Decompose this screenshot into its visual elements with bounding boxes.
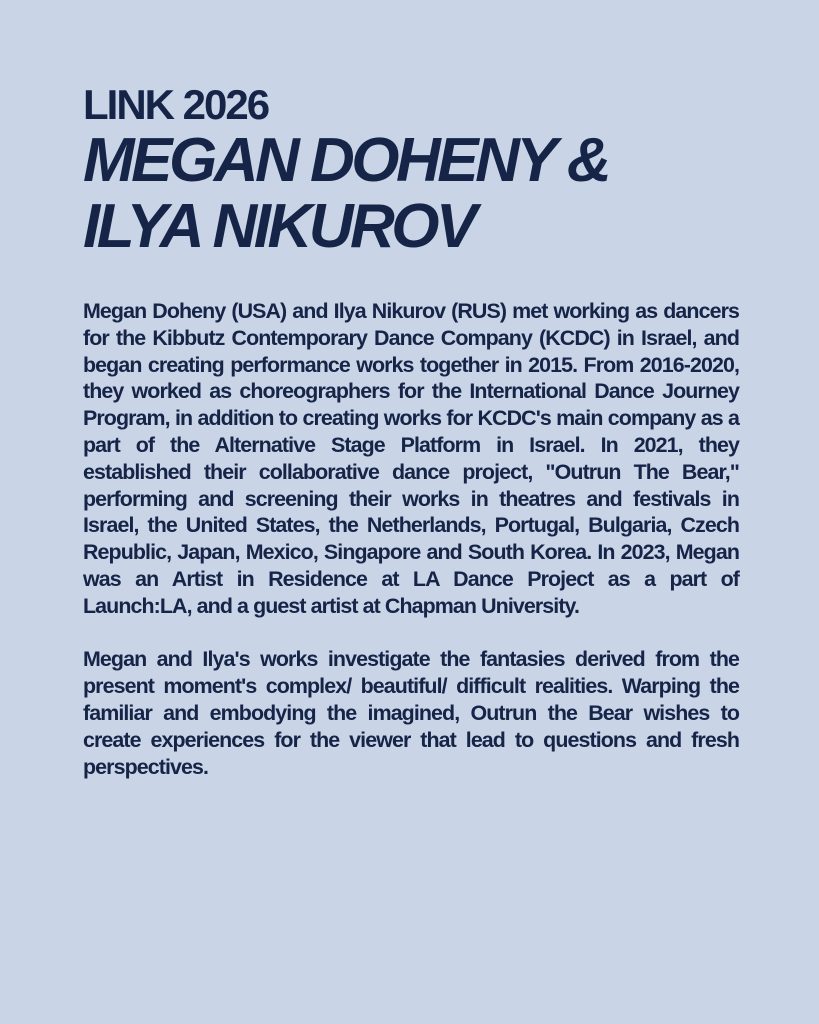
title-line-1: MEGAN DOHENY & xyxy=(83,126,609,195)
bio-paragraph-1: Megan Doheny (USA) and Ilya Nikurov (RUS) met working as dancers for the Kibbutz Contemporary Dance Company (KCDC) in Israel, and began creating performance works together in 2015. From 2016-2020, they worked as choreographers for the International Dance Journey Program, in addition to creating works for KCDC's main company as a part of the Alternative Stage Platform in Israel. In 2021, they established their collaborative dance project, "Outrun The Bear," performing and screening their works in theatres and festivals in Israel, the United States, the Netherlands, Portugal, Bulgaria, Czech Republic, Japan, Mexico, Singapore and South Korea. In 2023, Megan was an Artist in Residence at LA Dance Project as a part of Launch:LA, and a guest artist at Chapman University. xyxy=(83,299,739,618)
bio-body xyxy=(83,298,739,780)
event-label: LINK 2026 xyxy=(83,81,269,128)
bio-page xyxy=(83,82,739,780)
artist-names-title xyxy=(83,128,739,260)
title-line-2: ILYA NIKUROV xyxy=(83,192,474,261)
bio-paragraph-2: Megan and Ilya's works investigate the fantasies derived from the present moment's complex/ beautiful/ difficult realities. Warping the familiar and embodying the imagined, Outrun the Bear wishes to create experiences for the viewer that lead to questions and fresh perspectives. xyxy=(83,647,739,779)
